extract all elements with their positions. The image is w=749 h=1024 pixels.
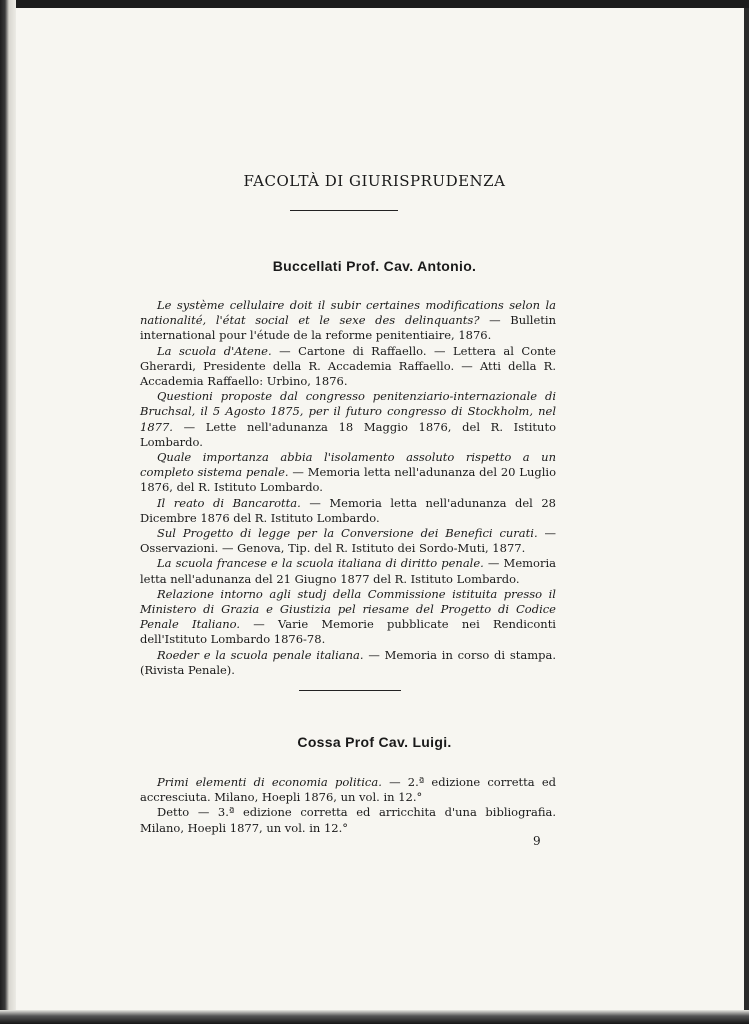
bibliography-entry (140, 775, 556, 805)
bibliography-entry (140, 526, 556, 556)
entry-title: Relazione intorno agli studj della Commissione istituita presso il Ministero di Grazia e Giustizia pel riesame del Progetto di Codice Penale Italiano. (140, 586, 556, 632)
entry-details: — Memoria letta nell'adunanza del 28 Dicembre 1876 del R. Istituto Lombardo. (140, 495, 557, 525)
entry-title: Roeder e la scuola penale italiana. (157, 647, 364, 662)
bibliography-list-cossa (140, 775, 556, 836)
faculty-title: FACOLTÀ DI GIURISPRUDENZA (243, 172, 506, 190)
bibliography-entry (140, 298, 556, 344)
entry-details: — Memoria in corso di stampa. (Rivista Penale). (140, 647, 557, 677)
scan-bottom-edge (0, 1010, 749, 1024)
bibliography-entry (140, 587, 556, 648)
bibliography-entry (140, 805, 556, 835)
book-spine-edge (0, 0, 16, 1024)
bibliography-entry (140, 648, 556, 678)
entry-details: — Memoria letta nell'adunanza del 21 Giugno 1877 del R. Istituto Lombardo. (140, 556, 556, 586)
page-number: 9 (533, 834, 541, 848)
bibliography-entry (140, 450, 556, 496)
entry-title: Questioni proposte dal congresso penitenziario-internazionale di Bruchsal, il 5 Agosto 1875, per il futuro congresso di Stockholm, nel 1877. (140, 389, 556, 434)
bibliography-list-buccellati (140, 298, 556, 678)
author-heading-cossa: Cossa Prof Cav. Luigi. (297, 734, 452, 750)
entry-title: Sul Progetto di legge per la Conversione dei Benefici curati. (157, 526, 538, 541)
entry-details: — Cartone di Raffaello. — Lettera al Conte Gherardi, Presidente della R. Accademia Raffaello. — Atti della R. Accademia Raffaello: Urbino, 1876. (140, 343, 556, 389)
title-divider (290, 210, 398, 211)
entry-title: Primi elementi di economia politica. (157, 775, 382, 789)
entry-title: La scuola d'Atene. (157, 343, 272, 358)
entry-title: Quale importanza abbia l'isolamento assoluto rispetto a un completo sistema penale. (140, 450, 556, 480)
entry-title: Le système cellulaire doit il subir certaines modifications selon la nationalité, l'état social et le sexe des delinquants? (140, 298, 556, 328)
author-heading-buccellati: Buccellati Prof. Cav. Antonio. (272, 258, 477, 274)
entry-title: Il reato di Bancarotta. (157, 495, 301, 510)
entry-details: Detto — 3.ª edizione corretta ed arricchita d'una bibliografia. Milano, Hoepli 1877, un vol. in 12.° (140, 805, 556, 835)
section-divider (299, 690, 401, 691)
bibliography-entry (140, 556, 556, 586)
scan-top-edge (0, 0, 749, 8)
entry-details: — Bulletin international pour l'étude de la reforme penitentiaire, 1876. (140, 313, 556, 343)
entry-details: — Memoria letta nell'adunanza del 20 Luglio 1876, del R. Istituto Lombardo. (140, 465, 556, 495)
entry-details: — Varie Memorie pubblicate nei Rendiconti dell'Istituto Lombardo 1876-78. (140, 617, 556, 647)
entry-details: — Lette nell'adunanza 18 Maggio 1876, del R. Istituto Lombardo. (140, 419, 556, 449)
entry-details: — 2.ª edizione corretta ed accresciuta. Milano, Hoepli 1876, un vol. in 12.° (140, 775, 556, 805)
bibliography-entry (140, 496, 556, 526)
entry-details: — Osservazioni. — Genova, Tip. del R. Istituto dei Sordo-Muti, 1877. (140, 526, 556, 556)
bibliography-entry (140, 344, 556, 390)
entry-title: La scuola francese e la scuola italiana di diritto penale. (157, 556, 484, 571)
bibliography-entry (140, 389, 556, 450)
